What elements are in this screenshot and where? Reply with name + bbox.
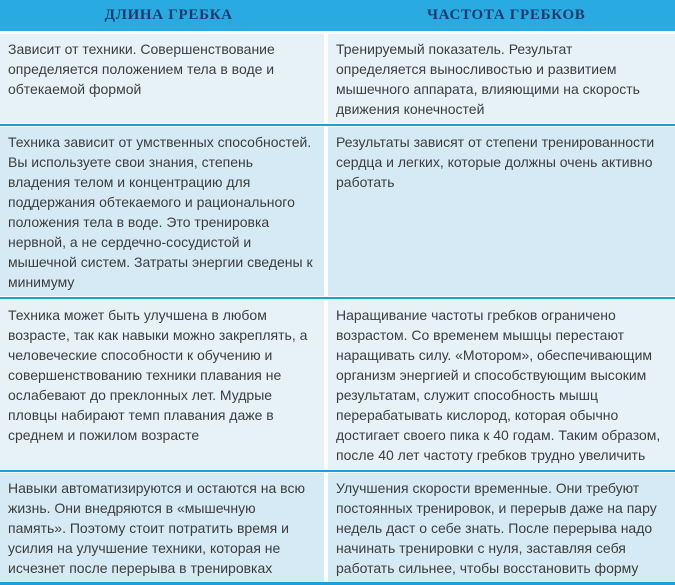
- row2-right-cell: Результаты зависят от степени тренированности сердца и легких, которые должны очень активно работать: [328, 127, 675, 296]
- row3-left-cell: Техника может быть улучшена в любом возрасте, так как навыки можно закреплять, а человеческие способности к обучению и совершенствованию техники плавания не ослабевают до преклонных лет. Мудрые пловцы набирают темп плавания даже в среднем и пожилом возрасте: [0, 300, 324, 469]
- row1-left-cell: Зависит от техники. Совершенствование определяется положением тела в воде и обтекаемой формой: [0, 34, 324, 123]
- row2-left-cell: Техника зависит от умственных способностей. Вы используете свои знания, степень владения телом и концентрацию для поддержания обтекаемого и рационального положения тела в воде. Это тренировка нервной, а не сердечно-сосудистой и мышечной систем. Затраты энергии сведены к минимуму: [0, 127, 324, 296]
- header-cell-stroke-rate: ЧАСТОТА ГРЕБКОВ: [338, 7, 675, 24]
- table-row-3: [0, 300, 675, 469]
- header-cell-stroke-length: ДЛИНА ГРЕБКА: [0, 7, 338, 24]
- row1-right-cell: Тренируемый показатель. Результат определяется выносливостью и развитием мышечного аппарата, влияющими на скорость движения конечностей: [328, 34, 675, 123]
- row4-left-cell: Навыки автоматизируются и остаются на всю жизнь. Они внедряются в «мышечную память». Поэтому стоит потратить время и усилия на улучшение техники, которая не исчезнет после перерыва в тренировках: [0, 473, 324, 582]
- table-row-1: [0, 34, 675, 123]
- table-header-row: [0, 0, 675, 31]
- table-row-4: [0, 473, 675, 582]
- table-row-2: [0, 127, 675, 296]
- row4-right-cell: Улучшения скорости временные. Они требуют постоянных тренировок, и перерыв даже на пару недель даст о себе знать. После перерыва надо начинать тренировки с нуля, заставляя себя работать сильнее, чтобы восстановить форму: [328, 473, 675, 582]
- row3-right-cell: Наращивание частоты гребков ограничено возрастом. Со временем мышцы перестают наращивать силу. «Мотором», обеспечивающим организм энергией и способствующим высоким результатам, служит способность мышц перерабатывать кислород, которая обычно достигает своего пика к 40 годам. Таким образом, после 40 лет частоту гребков трудно увеличить: [328, 300, 675, 469]
